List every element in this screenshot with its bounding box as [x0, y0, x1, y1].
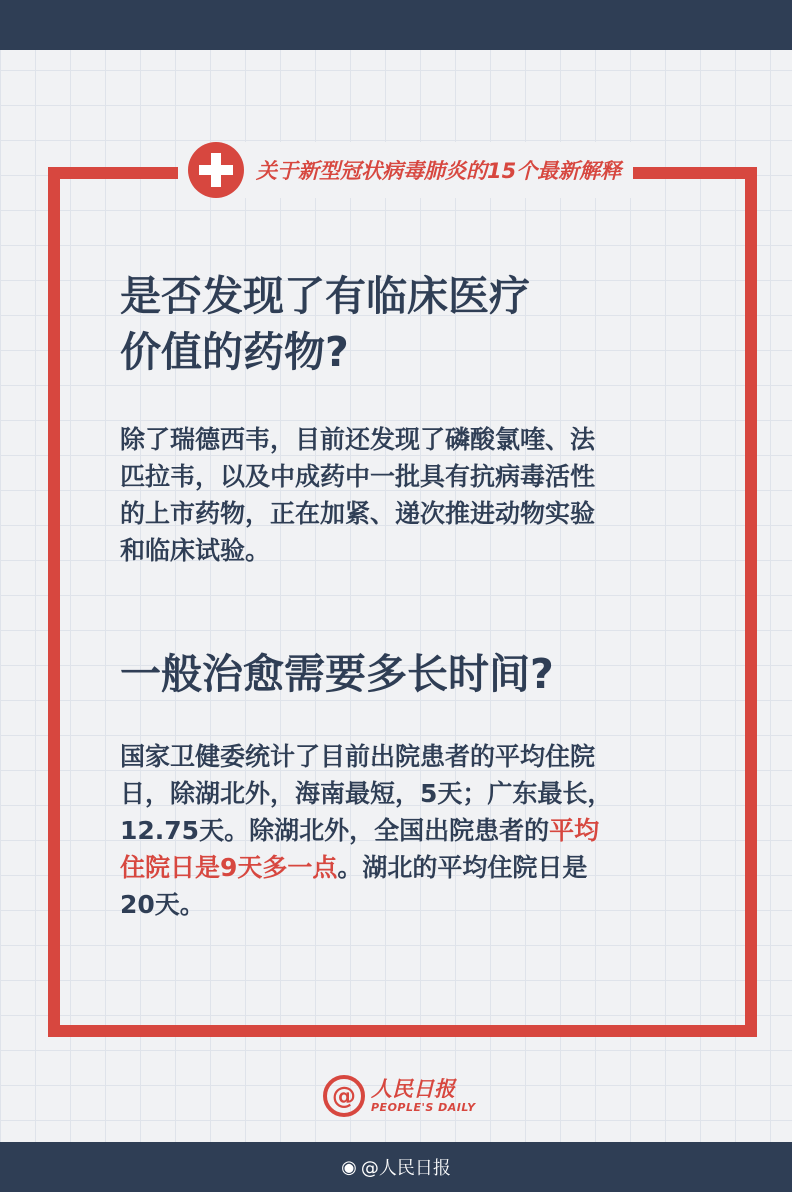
section-2-title: 一般治愈需要多长时间?	[120, 650, 554, 698]
section-1-body	[120, 421, 680, 569]
header-title: 关于新型冠状病毒肺炎的15个最新解释	[256, 159, 622, 183]
plus-cross-icon	[188, 142, 244, 198]
section-2-body-line: 12.75天。除湖北外，全国出院患者的	[120, 816, 550, 845]
section-1-title	[120, 268, 530, 380]
section-1-title-line2: 价值的药物?	[120, 328, 349, 376]
section-2-body-line: 20天。	[120, 890, 205, 919]
logo-en: PEOPLE'S DAILY	[371, 1101, 476, 1114]
watermark-text: @人民日报	[360, 1158, 451, 1179]
weibo-watermark	[0, 1142, 792, 1192]
section-1-body-line: 和临床试验。	[120, 536, 271, 565]
section-2-body-line: 。湖北的平均住院日是	[337, 853, 588, 882]
highlight-text: 住院日是9天多一点	[120, 853, 338, 882]
header-badge	[178, 142, 633, 198]
at-icon: @	[323, 1075, 365, 1117]
section-1-body-line: 除了瑞德西韦，目前还发现了磷酸氯喹、法	[120, 425, 596, 454]
section-1-body-line: 匹拉韦，以及中成药中一批具有抗病毒活性	[120, 462, 596, 491]
section-1-title-line1: 是否发现了有临床医疗	[120, 272, 530, 320]
section-2-body-line: 国家卫健委统计了目前出院患者的平均住院	[120, 742, 596, 771]
section-2-body-line: 日，除湖北外，海南最短，5天；广东最长，	[120, 779, 613, 808]
top-bar	[0, 0, 792, 50]
section-2-body	[120, 738, 680, 923]
highlight-text: 平均	[549, 816, 600, 845]
peoples-daily-logo	[323, 1075, 476, 1117]
section-1-body-line: 的上市药物，正在加紧、递次推进动物实验	[120, 499, 596, 528]
weibo-icon: ◉	[341, 1156, 357, 1178]
logo-cn: 人民日报	[371, 1077, 455, 1101]
logo-text	[371, 1077, 476, 1115]
